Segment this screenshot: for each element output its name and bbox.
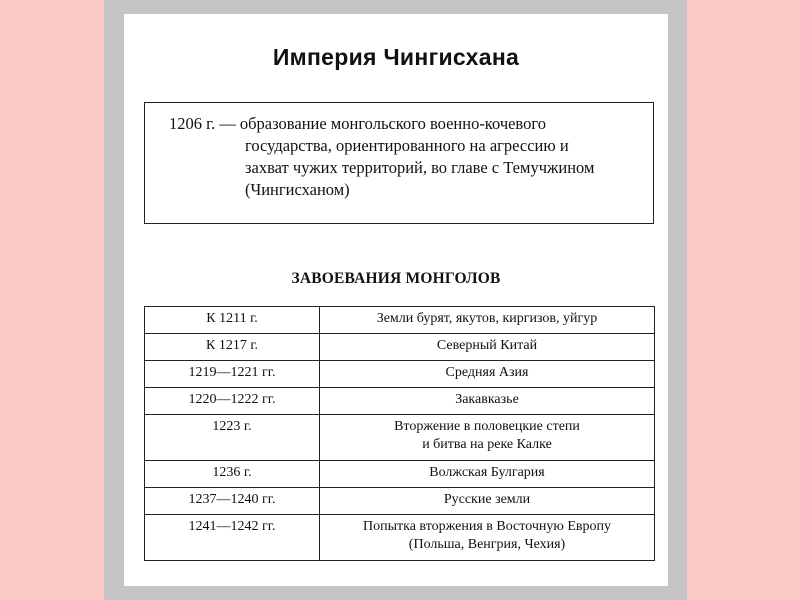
conquests-title: ЗАВОЕВАНИЯ МОНГОЛОВ xyxy=(291,270,501,287)
conquest-territory: Земли бурят, якутов, киргизов, уйгур xyxy=(320,307,655,334)
conquest-date: 1219—1221 гг. xyxy=(145,361,320,388)
table-row xyxy=(145,307,655,334)
conquest-territory: Северный Китай xyxy=(320,334,655,361)
event-box xyxy=(144,102,654,224)
conquest-territory: Средняя Азия xyxy=(320,361,655,388)
conquest-date: 1237—1240 гг. xyxy=(145,488,320,515)
event-line-3: захват чужих территорий, во главе с Темучжином xyxy=(245,158,595,177)
table-row xyxy=(145,488,655,515)
conquest-territory: Вторжение в половецкие степи и битва на реке Калке xyxy=(320,415,655,461)
conquest-date: 1220—1222 гг. xyxy=(145,388,320,415)
conquest-date: 1236 г. xyxy=(145,461,320,488)
table-row xyxy=(145,515,655,561)
conquest-date: 1223 г. xyxy=(145,415,320,461)
page-title: Империя Чингисхана xyxy=(272,44,520,70)
table-row xyxy=(145,461,655,488)
table-row xyxy=(145,415,655,461)
event-line-4: (Чингисханом) xyxy=(245,180,350,199)
conquest-territory: Попытка вторжения в Восточную Европу (Польша, Венгрия, Чехия) xyxy=(320,515,655,561)
conquest-date: К 1211 г. xyxy=(145,307,320,334)
conquest-date: 1241—1242 гг. xyxy=(145,515,320,561)
event-line-1: 1206 г. — образование монгольского военно-кочевого xyxy=(169,114,546,133)
event-line-2: государства, ориентированного на агрессию и xyxy=(245,136,569,155)
conquest-territory: Закавказье xyxy=(320,388,655,415)
table-row xyxy=(145,361,655,388)
table-row xyxy=(145,334,655,361)
table-row xyxy=(145,388,655,415)
document-sheet xyxy=(124,14,668,586)
conquest-date: К 1217 г. xyxy=(145,334,320,361)
conquest-territory: Русские земли xyxy=(320,488,655,515)
conquest-territory: Волжская Булгария xyxy=(320,461,655,488)
event-text xyxy=(169,113,649,201)
conquests-table xyxy=(144,306,655,561)
